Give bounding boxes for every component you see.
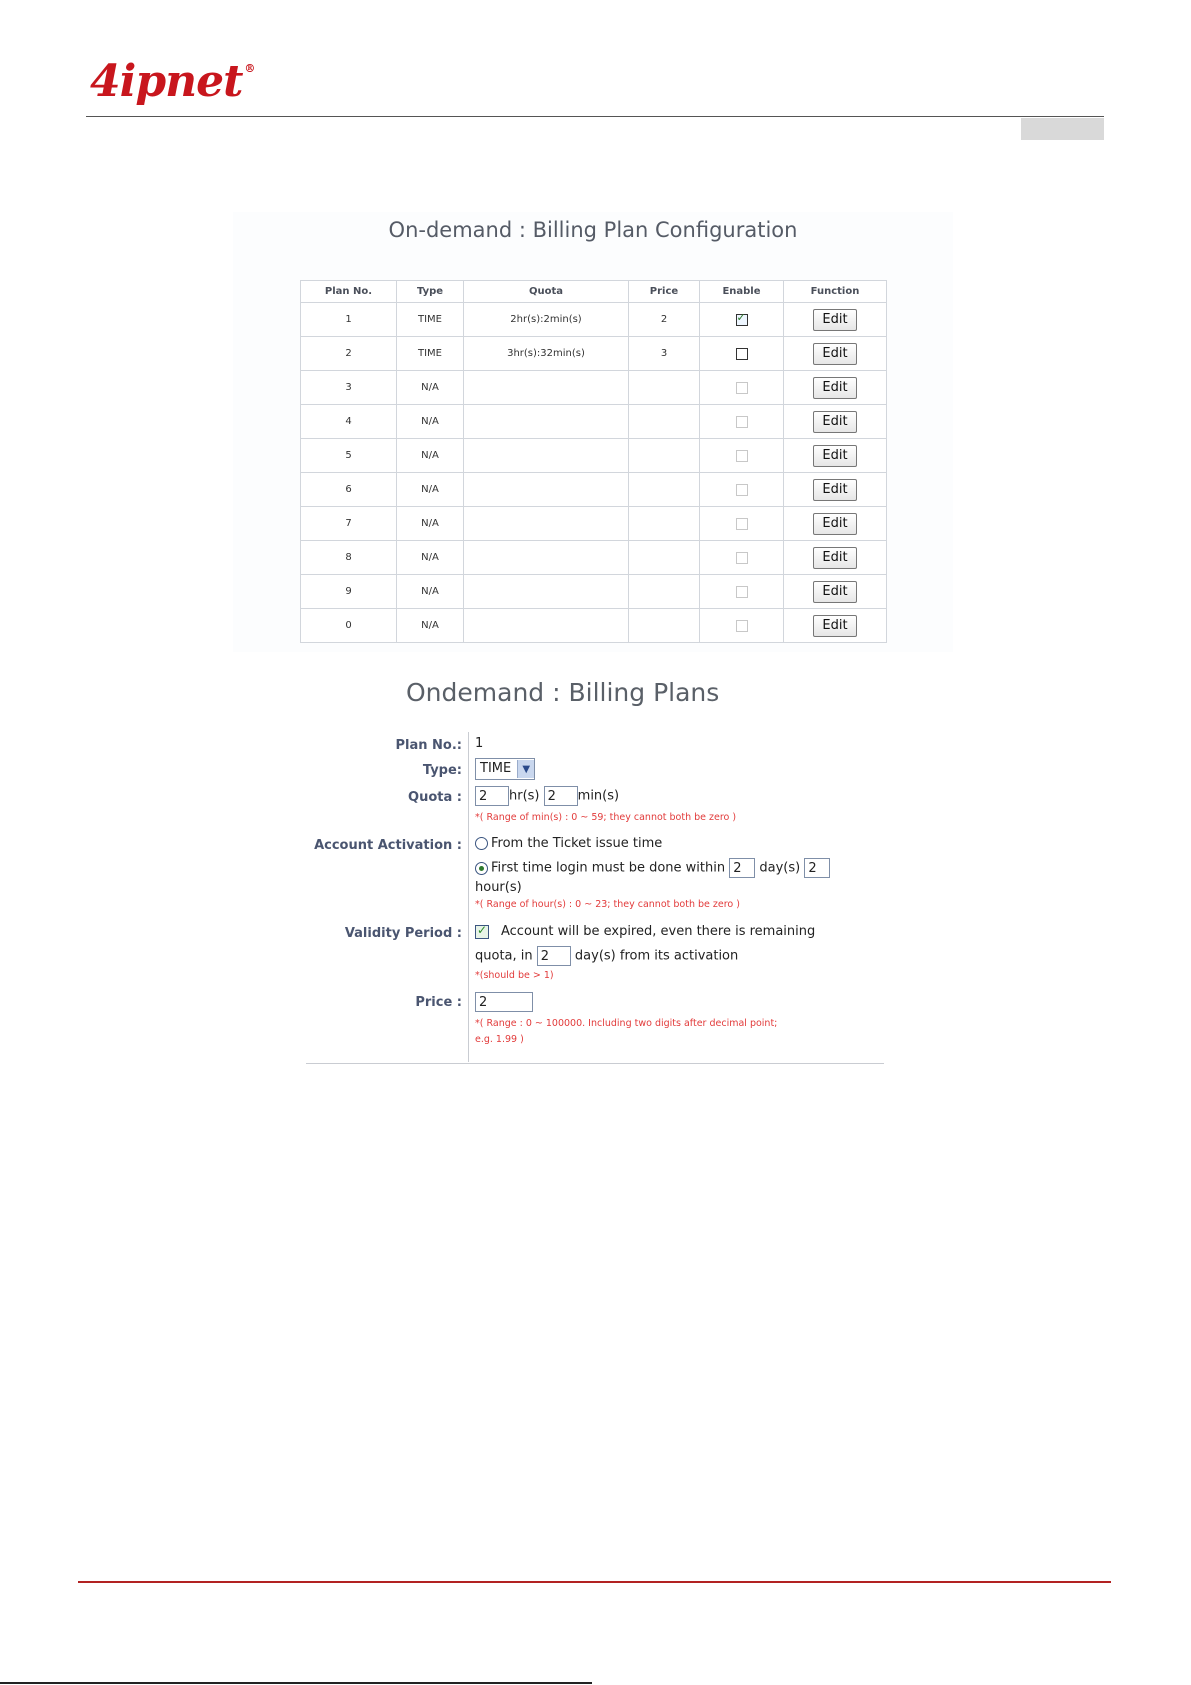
footer-divider: [78, 1581, 1111, 1583]
activation-radio-first-login[interactable]: [475, 862, 488, 875]
enable-cell: [700, 507, 784, 541]
price-cell: [629, 473, 700, 507]
table-row: [301, 303, 887, 337]
validity-note: *(should be > 1): [475, 970, 554, 981]
quota-minutes-unit: min(s): [577, 788, 620, 804]
enable-checkbox: [736, 484, 748, 496]
edit-button[interactable]: Edit: [813, 479, 857, 501]
price-cell: [629, 609, 700, 643]
enable-checkbox: [736, 450, 748, 462]
activation-days-input[interactable]: 2: [729, 858, 755, 878]
table-row: [301, 541, 887, 575]
billing-plans-table: [300, 280, 887, 643]
quota-hours-unit: hr(s): [509, 788, 540, 804]
enable-cell: [700, 303, 784, 337]
quota-cell: [464, 439, 629, 473]
billing-plans-table-body: [301, 303, 887, 643]
type-cell: N/A: [397, 439, 464, 473]
activation-option-first-login-label: First time login must be done within: [491, 860, 726, 876]
function-cell: [784, 439, 887, 473]
type-cell: N/A: [397, 405, 464, 439]
edit-button[interactable]: Edit: [813, 547, 857, 569]
function-cell: [784, 405, 887, 439]
column-header-plan-no: Plan No.: [301, 281, 397, 303]
type-cell: N/A: [397, 371, 464, 405]
enable-checkbox: [736, 416, 748, 428]
plan-no-value: 1: [475, 736, 484, 751]
price-cell: [629, 439, 700, 473]
account-activation-label: Account Activation :: [314, 838, 462, 853]
table-row: [301, 473, 887, 507]
enable-cell: [700, 609, 784, 643]
logo-text: 4ipnet: [90, 56, 243, 107]
plan-no-cell: 7: [301, 507, 397, 541]
edit-button[interactable]: Edit: [813, 513, 857, 535]
validity-days-suffix: day(s) from its activation: [574, 948, 739, 964]
price-cell: 2: [629, 303, 700, 337]
quota-label: Quota :: [408, 790, 462, 805]
type-label: Type:: [422, 763, 462, 778]
validity-expire-text: Account will be expired, even there is remaining: [501, 924, 816, 939]
activation-radio-ticket-issue[interactable]: [475, 837, 488, 850]
type-cell: N/A: [397, 609, 464, 643]
type-select[interactable]: [475, 758, 535, 780]
header-page-tab: [1021, 118, 1104, 140]
activation-option-ticket-issue-label: From the Ticket issue time: [491, 836, 663, 851]
validity-expire-checkbox[interactable]: [475, 925, 489, 939]
validity-days-input[interactable]: 2: [537, 946, 571, 966]
price-cell: 3: [629, 337, 700, 371]
enable-cell: [700, 575, 784, 609]
type-cell: TIME: [397, 337, 464, 371]
edit-button[interactable]: Edit: [813, 309, 857, 331]
quota-cell: [464, 575, 629, 609]
edit-button[interactable]: Edit: [813, 377, 857, 399]
type-selected-value: TIME: [480, 761, 512, 776]
activation-hours-input[interactable]: 2: [804, 858, 830, 878]
enable-checkbox[interactable]: [736, 348, 748, 360]
enable-cell: [700, 473, 784, 507]
price-range-note: *( Range : 0 ~ 100000. Including two digits after decimal point;: [475, 1018, 778, 1029]
quota-cell: [464, 507, 629, 541]
edit-button[interactable]: Edit: [813, 343, 857, 365]
function-cell: [784, 473, 887, 507]
activation-option-ticket-issue[interactable]: [475, 836, 662, 851]
price-cell: [629, 575, 700, 609]
activation-hours-unit: hour(s): [475, 880, 522, 895]
table-row: [301, 405, 887, 439]
type-cell: N/A: [397, 541, 464, 575]
price-cell: [629, 507, 700, 541]
validity-quota-prefix: quota, in: [475, 948, 533, 964]
type-cell: N/A: [397, 473, 464, 507]
enable-cell: [700, 405, 784, 439]
price-range-note-example: e.g. 1.99 ): [475, 1034, 524, 1045]
activation-range-note: *( Range of hour(s) : 0 ~ 23; they cannot both be zero ): [475, 899, 740, 910]
plan-no-label: Plan No.:: [395, 738, 462, 753]
type-cell: TIME: [397, 303, 464, 337]
quota-hours-input[interactable]: 2: [475, 786, 509, 806]
quota-cell: [464, 609, 629, 643]
quota-cell: [464, 541, 629, 575]
enable-cell: [700, 371, 784, 405]
plan-no-cell: 9: [301, 575, 397, 609]
column-header-function: Function: [784, 281, 887, 303]
panel-title: On-demand : Billing Plan Configuration: [388, 218, 798, 242]
function-cell: [784, 371, 887, 405]
quota-cell: [464, 473, 629, 507]
validity-period-label: Validity Period :: [344, 926, 462, 941]
activation-days-unit: day(s): [759, 860, 801, 876]
column-header-quota: Quota: [464, 281, 629, 303]
plan-no-cell: 5: [301, 439, 397, 473]
edit-button[interactable]: Edit: [813, 411, 857, 433]
price-label: Price :: [415, 995, 462, 1010]
quota-minutes-input[interactable]: 2: [544, 786, 578, 806]
plan-no-cell: 0: [301, 609, 397, 643]
enable-checkbox: [736, 518, 748, 530]
enable-checkbox: [736, 620, 748, 632]
enable-checkbox: [736, 586, 748, 598]
billing-plan-edit-panel: [300, 668, 890, 1065]
column-header-price: Price: [629, 281, 700, 303]
billing-plan-configuration-panel: [233, 212, 953, 652]
table-header-row: [301, 281, 887, 303]
activation-option-first-login[interactable]: [475, 858, 830, 878]
function-cell: [784, 541, 887, 575]
enable-cell: [700, 439, 784, 473]
plan-no-cell: 3: [301, 371, 397, 405]
enable-cell: [700, 541, 784, 575]
enable-checkbox: [736, 552, 748, 564]
table-row: [301, 507, 887, 541]
footnote-rule: [0, 1682, 592, 1684]
quota-cell: [464, 405, 629, 439]
plan-no-cell: 4: [301, 405, 397, 439]
plan-no-cell: 8: [301, 541, 397, 575]
function-cell: [784, 507, 887, 541]
quota-range-note: *( Range of min(s) : 0 ~ 59; they cannot both be zero ): [475, 812, 737, 823]
plan-no-cell: 2: [301, 337, 397, 371]
form-column-divider: [468, 732, 469, 1062]
quota-cell: 2hr(s):2min(s): [464, 303, 629, 337]
table-row: [301, 609, 887, 643]
enable-checkbox[interactable]: [736, 314, 748, 326]
edit-button[interactable]: Edit: [813, 615, 857, 637]
enable-checkbox: [736, 382, 748, 394]
function-cell: [784, 303, 887, 337]
plan-no-cell: 6: [301, 473, 397, 507]
enable-cell: [700, 337, 784, 371]
price-input[interactable]: 2: [475, 992, 533, 1012]
type-cell: N/A: [397, 507, 464, 541]
table-row: [301, 337, 887, 371]
edit-button[interactable]: Edit: [813, 445, 857, 467]
function-cell: [784, 609, 887, 643]
edit-button[interactable]: Edit: [813, 581, 857, 603]
column-header-type: Type: [397, 281, 464, 303]
price-cell: [629, 371, 700, 405]
table-row: [301, 371, 887, 405]
company-logo: [90, 56, 254, 107]
plan-no-cell: 1: [301, 303, 397, 337]
function-cell: [784, 337, 887, 371]
quota-cell: 3hr(s):32min(s): [464, 337, 629, 371]
quota-cell: [464, 371, 629, 405]
column-header-enable: Enable: [700, 281, 784, 303]
function-cell: [784, 575, 887, 609]
price-cell: [629, 405, 700, 439]
form-bottom-divider: [306, 1063, 884, 1064]
table-row: [301, 439, 887, 473]
logo-registered-mark: ®: [244, 62, 255, 75]
price-cell: [629, 541, 700, 575]
header-divider: [86, 116, 1104, 117]
type-cell: N/A: [397, 575, 464, 609]
chevron-down-icon: ▼: [517, 760, 534, 778]
panel-title: Ondemand : Billing Plans: [406, 678, 720, 707]
table-row: [301, 575, 887, 609]
